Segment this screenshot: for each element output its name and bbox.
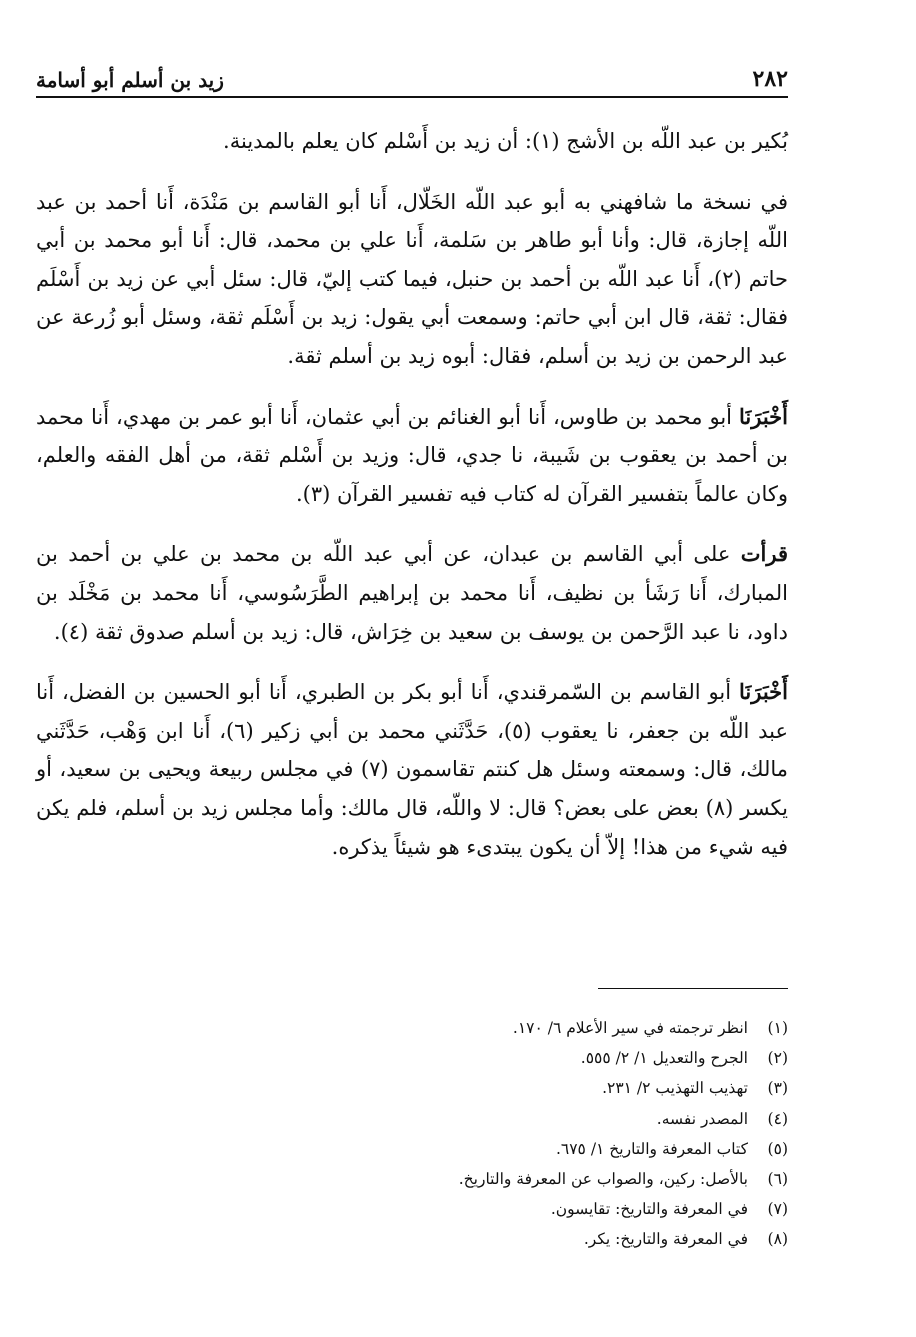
paragraph bbox=[36, 183, 788, 376]
paragraph bbox=[36, 398, 788, 514]
footnote-text: في المعرفة والتاريخ: تقايسون. bbox=[550, 1200, 748, 1219]
footnote-text: كتاب المعرفة والتاريخ ١/ ٦٧٥. bbox=[555, 1139, 748, 1158]
footnote-item bbox=[36, 1073, 788, 1103]
footnote-item bbox=[36, 1043, 788, 1073]
footnote-separator bbox=[598, 988, 788, 989]
paragraph-lead: أَخْبَرَنَا bbox=[739, 679, 788, 705]
footnote-text: بالأصل: ركين، والصواب عن المعرفة والتاريخ. bbox=[458, 1170, 748, 1189]
paragraph-text: أبو القاسم بن السّمرقندي، أَنا أبو بكر بن الطبري، أَنا أبو الحسين بن الفضل، أَنا عبد اللّه بن جعفر، نا يعقوب (٥)، حَدَّثَني محمد بن أبي زكير (٦)، أَنا ابن وَهْب، حَدَّثَني مالك، قال: وسمعته وسئل هل كنتم تقاسمون (٧) في مجلس ربيعة ويحيى بن سعيد، أو يكسر (٨) بعض على بعض؟ قال: لا واللّه، قال مالك: وأما مجلس زيد بن أسلم، فلم يكن فيه شيء من هذا! إلاّ أن يكون يبتدىء هو شيئاً يذكره. bbox=[36, 680, 788, 859]
footnote-item bbox=[36, 1104, 788, 1134]
footnote-number: (٨) bbox=[767, 1230, 788, 1249]
paragraph-text: في نسخة ما شافهني به أبو عبد اللّه الخَلّال، أَنا أبو القاسم بن مَنْدَة، أَنا أحمد بن عبد اللّه إجازة، قال: وأنا أبو طاهر بن سَلمة، أَنا علي بن محمد، قال: أَنا أبو محمد بن أبي حاتم (٢)، أَنا عبد اللّه بن أحمد بن حنبل، فيما كتب إليّ، قال: سئل أبي عن زيد بن أَسْلَم فقال: ثقة، قال ابن أبي حاتم: وسمعت أبي يقول: زيد بن أَسْلَم ثقة، وسئل أبو زُرعة عن عبد الرحمن بن زيد بن أسلم، فقال: أبوه زيد بن أسلم ثقة. bbox=[36, 189, 788, 368]
footnote-item bbox=[36, 1194, 788, 1224]
footnote-text: في المعرفة والتاريخ: يكر. bbox=[583, 1230, 748, 1249]
footnote-item bbox=[36, 1164, 788, 1194]
body-text bbox=[36, 122, 788, 888]
footnote-item bbox=[36, 1224, 788, 1254]
footnote-text: الجرح والتعديل ١/ ٢/ ٥٥٥. bbox=[580, 1049, 748, 1068]
footnote-number: (٤) bbox=[767, 1109, 788, 1128]
paragraph bbox=[36, 535, 788, 651]
paragraph bbox=[36, 122, 788, 161]
footnote-number: (٢) bbox=[767, 1049, 788, 1068]
running-header bbox=[36, 58, 788, 98]
paragraph bbox=[36, 673, 788, 866]
paragraph-text: أبو محمد بن طاوس، أَنا أبو الغنائم بن أبي عثمان، أَنا أبو عمر بن مهدي، أَنا محمد بن أحمد بن يعقوب بن شَيبة، نا جدي، قال: وزيد بن أَسْلم ثقة، من أهل الفقه والعلم، وكان عالماً بتفسير القرآن له كتاب فيه تفسير القرآن (٣). bbox=[36, 404, 788, 506]
footnotes-list bbox=[36, 1013, 788, 1255]
footnote-number: (٣) bbox=[767, 1079, 788, 1098]
footnote-text: تهذيب التهذيب ٢/ ٢٣١. bbox=[602, 1079, 748, 1098]
paragraph-text: بُكير بن عبد اللّه بن الأشج (١): أن زيد بن أَسْلم كان يعلم بالمدينة. bbox=[223, 129, 788, 153]
page-number: ٢٨٢ bbox=[752, 66, 788, 92]
footnote-number: (٥) bbox=[767, 1139, 788, 1158]
paragraph-lead: أَخْبَرَنَا bbox=[739, 403, 788, 429]
footnote-item bbox=[36, 1134, 788, 1164]
footnote-number: (١) bbox=[767, 1019, 788, 1037]
footnote-text: المصدر نفسه. bbox=[656, 1109, 748, 1128]
running-title: زيد بن أسلم أبو أسامة bbox=[36, 68, 224, 92]
paragraph-lead: قرأت bbox=[740, 541, 788, 567]
paragraph-text: على أبي القاسم بن عبدان، عن أبي عبد اللّه بن محمد بن علي بن أحمد بن المبارك، أَنا رَشَأ بن نظيف، أَنا محمد بن إبراهيم الطَّرَسُوسي، أَنا محمد بن مَخْلَد بن داود، نا عبد الرَّحمن بن يوسف بن سعيد بن خِرَاش، قال: زيد بن أسلم صدوق ثقة (٤). bbox=[36, 542, 788, 644]
footnote-number: (٧) bbox=[767, 1200, 788, 1219]
footnote-number: (٦) bbox=[767, 1170, 788, 1189]
footnote-text: انظر ترجمته في سير الأعلام ٦/ ١٧٠. bbox=[512, 1019, 748, 1037]
footnote-item bbox=[36, 1013, 788, 1043]
